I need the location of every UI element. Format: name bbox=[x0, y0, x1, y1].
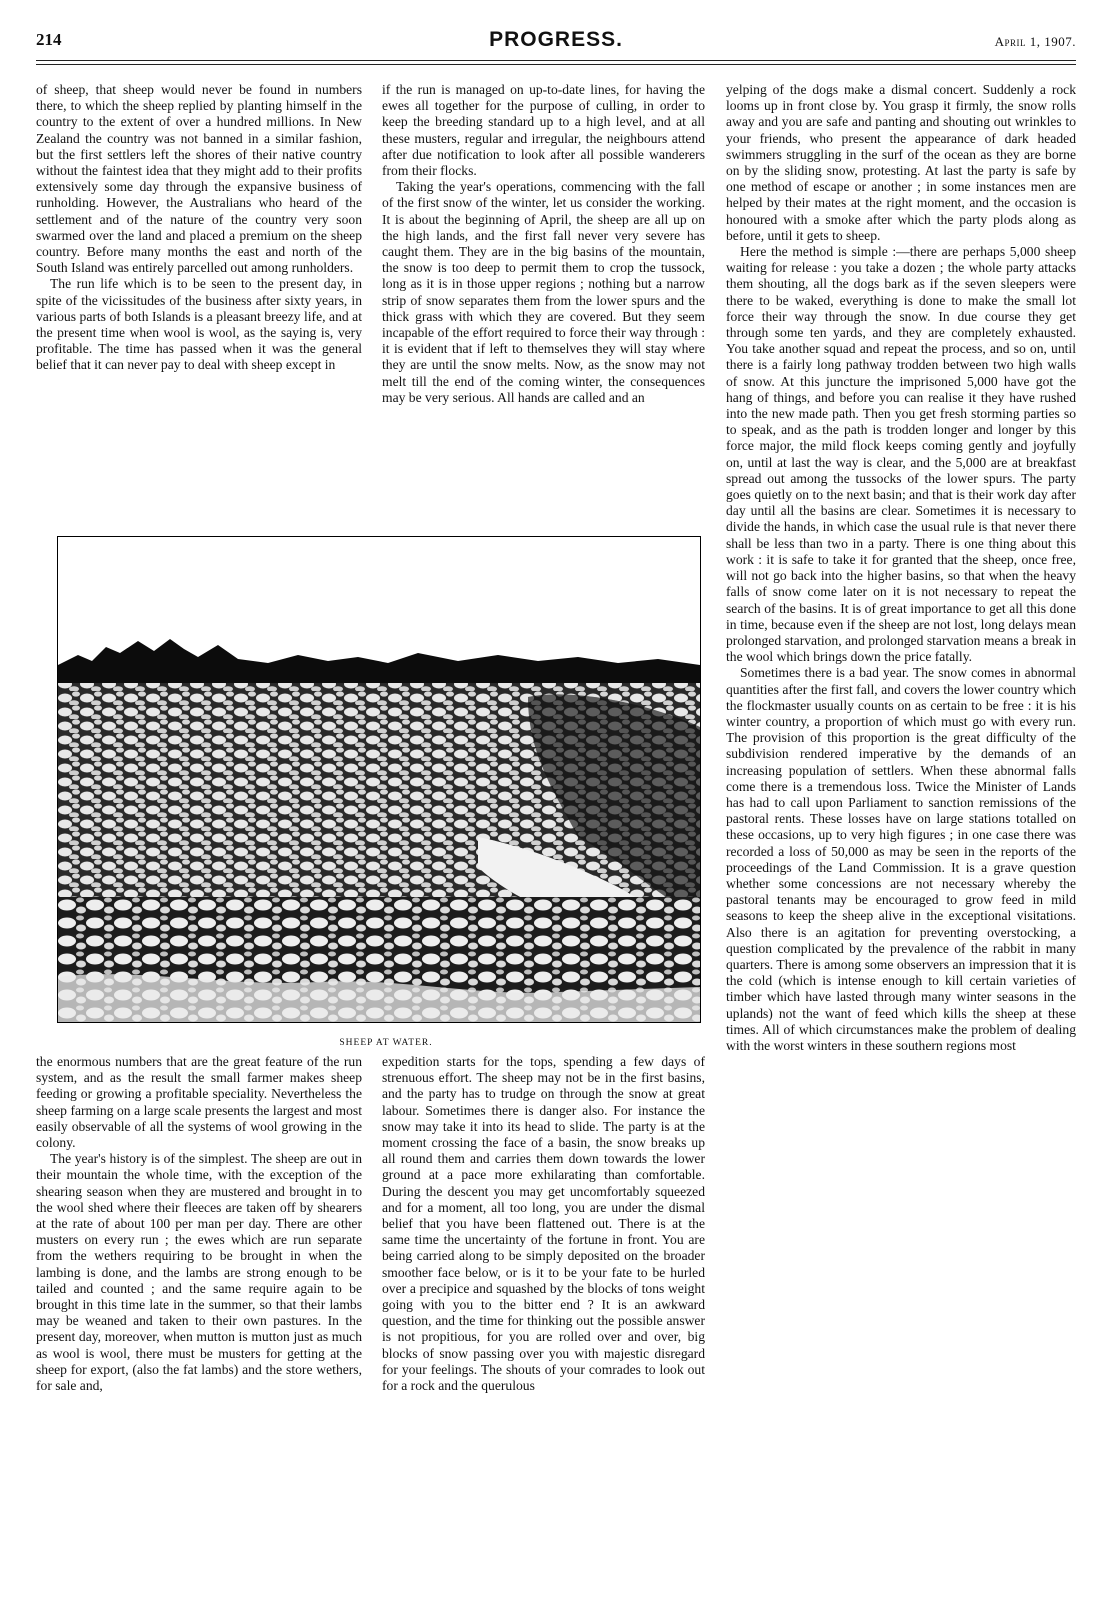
paragraph: Taking the year's operations, commencing with the fall of the first snow of the winter, let us consider the working. It is about the beginning of April, the sheep are all up on the high lands, and the first fall never very severe has caught them. They are in the big basins of the mountain, the snow is too deep to permit them to crop the tussock, long as it is in those upper regions ; nothing but a narrow strip of snow separates them from the lower spurs and the thick grass with which they are covered. But they seem incapable of the effort required to force their way through : it is evident that if left to themselves they will stay where they are until the snow melts. Now, as the snow may not melt till the end of the coming winter, the consequences may be very serious. All hands are called and an bbox=[382, 179, 705, 405]
header-rule bbox=[36, 60, 1076, 61]
column-1-bottom bbox=[36, 1054, 362, 1394]
paragraph: Here the method is simple :—there are perhaps 5,000 sheep waiting for release : you take a dozen ; the whole party attacks them shouting, all the dogs bark as if the seven sleepers were there to be waked, everything is done to make the small lot force their way through the snow. In due course they get through some ten yards, and they are completely exhausted. You take another squad and repeat the process, and so on, until there is a fairly long pathway trodden between two high walls of snow. At this juncture the imprisoned 5,000 have got the hang of things, and before you can realise it they have rushed into the new made path. Then you get fresh storming parties so to speak, and as the path is trodden longer and longer by this force major, the mild flock keeps coming gently and joyfully on, until at last the way is clear, and the 5,000 are at breakfast spread out among the tussocks of the lower spurs. The party goes quietly on to the next basin; and that is their work day after day until all the basins are clear. Sometimes it is necessary to divide the hands, in which case the usual rule is that never there shall be less than two in a party. There is one thing about this work : it is safe to take it for granted that the sheep, once free, will not go back into the higher basins, so that when the heavy falls of snow come later on it is not necessary to repeat the search of the basins. It is of great importance to get all this done in time, because even if the sheep are not lost, long delays mean prolonged starvation, and prolonged starvation means a break in the wool which brings down the price fatally. bbox=[726, 244, 1076, 665]
page-header bbox=[36, 24, 1076, 58]
issue-date: April 1, 1907. bbox=[994, 34, 1076, 49]
paragraph: The run life which is to be seen to the present day, in spite of the vicissitudes of the business after sixty years, in various parts of both Islands is a pleasant breezy life, and at the present time when wool is wool, as the saying is, very profitable. The time has passed when it was the general belief that it can never pay to deal with sheep except in bbox=[36, 276, 362, 373]
magazine-title: PROGRESS. bbox=[489, 28, 623, 51]
paragraph: expedition starts for the tops, spending a few days of strenuous effort. The sheep may not be in the first basins, and the party has to trudge on through the snow at great labour. Sometimes there is danger also. For instance the snow may take it into its head to slide. The party is at the moment crossing the face of a basin, the snow breaks up all round them and carries them down towards the lower ground at a pace more exhilarating than comfortable. During the descent you may get uncomfortably squeezed and for a moment, all too long, you are under the dismal belief that you have been flattened out. There is at the same time the uncertainty of the fortune in front. You are being carried along to be simply deposited on the broader smoother face below, or is it to be your fate to be hurled over a precipice and squashed by the blocks of tons weight going with you to the bitter end ? It is an awkward question, and the time for thinking out the possible answer is not propitious, for you are rolled over and over, big blocks of snow passing over you with majestic disregard for your feelings. The shouts of your comrades to look out for a rock and the querulous bbox=[382, 1054, 705, 1394]
paragraph: of sheep, that sheep would never be found in numbers there, to which the sheep replied by planting himself in the country to the extent of over a hundred millions. In New Zealand the country was not banned in a similar fashion, but the first settlers left the shores of their native country without the faintest idea that they might add to their profits extensively some day through the expansive business of runholding. However, the Australians who heard of the settlement and of the nature of the country very soon swarmed over the land and placed a premium on the sheep country. Before many months the east and north of the South Island was entirely parcelled out among runholders. bbox=[36, 82, 362, 276]
sheep-at-water-photograph bbox=[57, 536, 701, 1023]
column-1-top bbox=[36, 82, 362, 374]
column-2-bottom bbox=[382, 1054, 705, 1394]
header-rule-secondary bbox=[36, 64, 1076, 65]
page-number: 214 bbox=[36, 30, 62, 49]
paragraph: The year's history is of the simplest. The sheep are out in their mountain the whole time, with the exception of the shearing season when they are mustered and brought in to the wool shed where their fleeces are taken off by shearers at the rate of about 100 per man per day. There are other musters on every run ; the ewes which are run separate from the wethers requiring to be brought in when the lambing is done, and the lambs are strong enough to be tailed and counted ; and the same require again to be brought in this time late in the summer, so that their lambs may be weaned and taken to their own pastures. In the present day, moreover, when mutton is mutton just as much as wool is wool, there must be musters for getting at the sheep for export, (also the fat lambs) and the store wethers, for sale and, bbox=[36, 1151, 362, 1394]
paragraph: Sometimes there is a bad year. The snow comes in abnormal quantities after the first fall, and covers the lower country which the flockmaster usually counts on as certain to be free : it is his winter country, a proportion of which must go with every run. The provision of this proportion is the great difficulty of the subdivision rendered imperative by the demands of an increasing population of settlers. When these abnormal falls come there is a tremendous loss. Twice the Minister of Lands has had to call upon Parliament to sanction remissions of the pastoral rents. These losses have on large stations totalled on these occasions, up to very high figures ; in one case there was recorded a loss of 50,000 as may be seen in the reports of the proceedings of the Land Commission. It is a grave question whether some concessions are not necessary whereby the pastoral tenants may be encouraged to grow feed in mild seasons to keep the sheep alive in the exceptional visitations. Also there is an agitation for preventing overstocking, a question complicated by the prevalence of the rabbit in many quarters. There is among some observers an impression that it is the cold (which is intense enough to kill certain varieties of timber which have lasted through many winter seasons in the uplands) not the want of feed which kills the sheep at these times. All of which circumstances make the problem of dealing with the worst winters in these southern regions most bbox=[726, 665, 1076, 1053]
sheep-photo-illustration bbox=[58, 537, 700, 1022]
paragraph: yelping of the dogs make a dismal concert. Suddenly a rock looms up in front close by. You grasp it firmly, the snow rolls away and you are safe and panting and shouting out wrinkles to your friends, who present the appearance of dark headed swimmers struggling in the surf of the ocean as they are borne on by the sliding snow, protesting. At last the party is safe by one method of escape or another ; in some instances men are helped by their mates at the right moment, and the occasion is honoured with a smoke after which the party plods along as before, until it gets to sheep. bbox=[726, 82, 1076, 243]
figure-caption: SHEEP AT WATER. bbox=[339, 1038, 433, 1048]
paragraph: the enormous numbers that are the great feature of the run system, and as the result the small farmer makes sheep feeding or growing a profitable speciality. Nevertheless the sheep farming on a large scale presents the largest and most easily observable of all the systems of wool growing in the colony. bbox=[36, 1054, 362, 1151]
paragraph: if the run is managed on up-to-date lines, for having the ewes all together for the purpose of culling, in order to keep the breeding standard up to a high level, and at all these musters, regular and irregular, the neighbours attend after due notification to look after all possible wanderers from their flocks. bbox=[382, 82, 705, 179]
column-2-top bbox=[382, 82, 705, 406]
column-3 bbox=[726, 82, 1076, 1054]
